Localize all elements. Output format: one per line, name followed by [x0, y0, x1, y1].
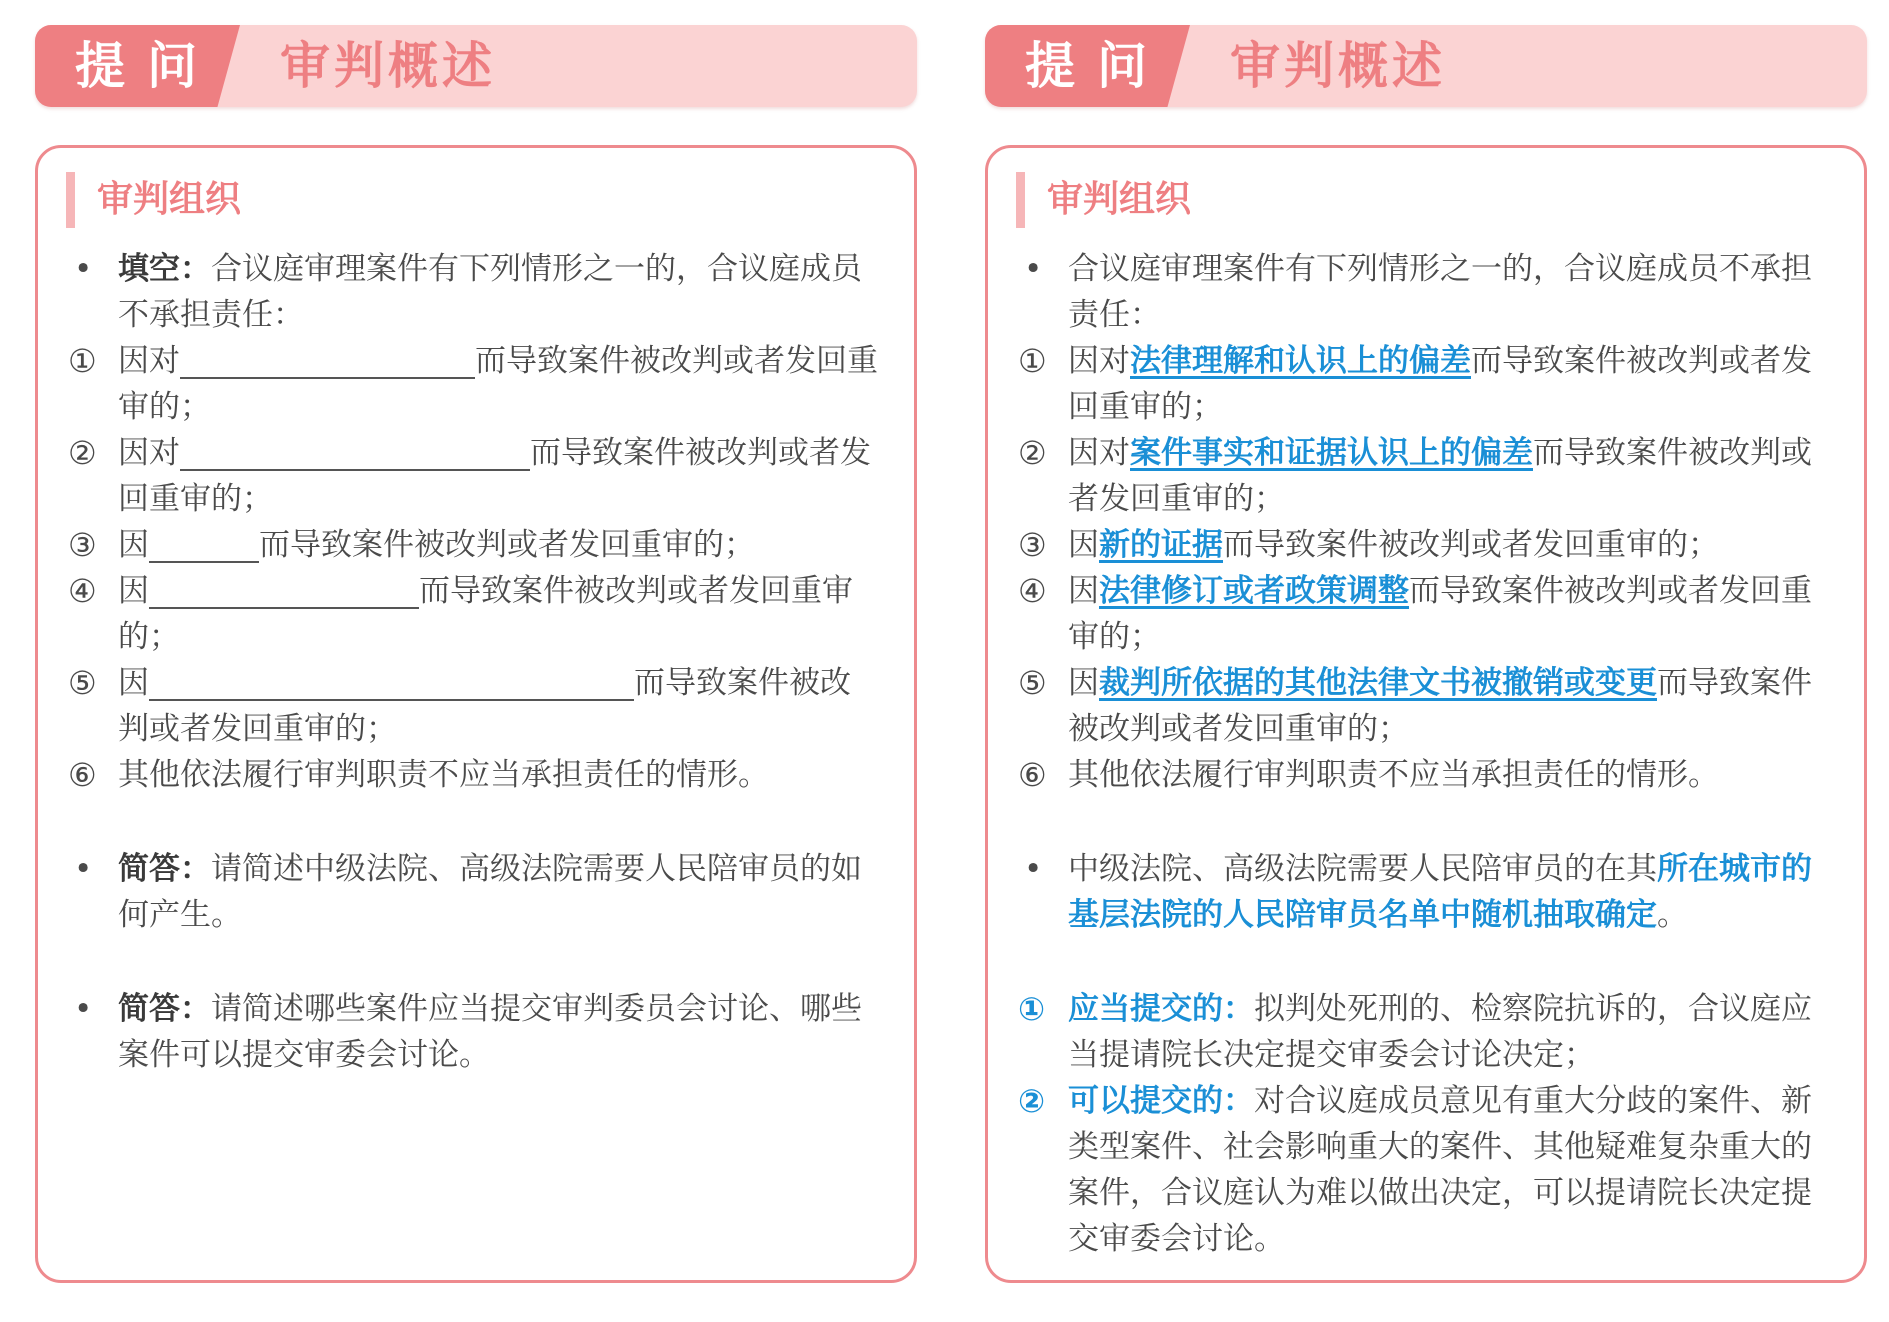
- item-suffix: 而导致案件被改判或者发回重审的；: [1068, 435, 1812, 517]
- list-item: [68, 430, 878, 522]
- list-item: [1018, 338, 1828, 430]
- answer-text: 对合议庭成员意见有重大分歧的案件、新类型案件、社会影响重大的案件、其他疑难复杂重大的案件，合议庭认为难以做出决定，可以提请院长决定提交审委会讨论。: [1068, 1083, 1812, 1257]
- item-suffix: 而导致案件被改判或者发回重审的；: [118, 435, 871, 517]
- item-prefix: 因: [118, 573, 149, 609]
- list-item: [1018, 752, 1828, 798]
- item-number: ②: [1018, 434, 1047, 472]
- section-title: 审判组织: [1016, 172, 1191, 228]
- bullet-icon: •: [74, 991, 93, 1027]
- list-item: [68, 986, 878, 1078]
- blank-field[interactable]: [180, 343, 475, 379]
- item-number: ⑥: [1018, 756, 1047, 794]
- list-item: [1018, 246, 1828, 338]
- answer-label: 可以提交的：: [1068, 1083, 1254, 1119]
- item-suffix: 而导致案件被改判或者发回重审的；: [118, 665, 851, 747]
- section-title: 审判组织: [66, 172, 241, 228]
- answer-text: 合议庭审理案件有下列情形之一的，合议庭成员不承担责任：: [1068, 251, 1812, 333]
- question-label: 简答：: [118, 991, 211, 1027]
- answer-box: [985, 145, 1867, 1283]
- answer-fill: 法律理解和认识上的偏差: [1130, 343, 1471, 379]
- bullet-icon: •: [1024, 851, 1043, 887]
- item-number: ①: [1018, 342, 1047, 380]
- question-box: [35, 145, 917, 1283]
- answer-fill: 新的证据: [1099, 527, 1223, 563]
- item-prefix: 因: [1068, 527, 1099, 563]
- item-prefix: 因: [1068, 665, 1099, 701]
- question-text: 合议庭审理案件有下列情形之一的，合议庭成员不承担责任：: [118, 251, 862, 333]
- item-prefix: 因对: [118, 435, 180, 471]
- header-banner: [985, 25, 1867, 107]
- list-item: [1018, 522, 1828, 568]
- item-suffix: 而导致案件被改判或者发回重审的；: [1223, 527, 1719, 563]
- item-number: ④: [1018, 572, 1047, 610]
- question-label: 填空：: [118, 251, 211, 287]
- answer-fill: 案件事实和证据认识上的偏差: [1130, 435, 1533, 471]
- blank-field[interactable]: [149, 573, 419, 609]
- list-item: [1018, 660, 1828, 752]
- list-item: [68, 522, 878, 568]
- item-suffix: 而导致案件被改判或者发回重审的；: [118, 573, 853, 655]
- blank-field[interactable]: [149, 527, 259, 563]
- header-title: 审判概述: [1230, 37, 1446, 95]
- question-content: [68, 246, 878, 1078]
- question-text: 请简述哪些案件应当提交审判委员会讨论、哪些案件可以提交审委会讨论。: [118, 991, 862, 1073]
- list-item: [1018, 846, 1828, 938]
- answer-text: 中级法院、高级法院需要人民陪审员的在其: [1068, 851, 1657, 887]
- blank-field[interactable]: [180, 435, 530, 471]
- item-number: ⑤: [1018, 664, 1047, 702]
- item-suffix: 而导致案件被改判或者发回重审的；: [1068, 665, 1812, 747]
- item-number: ③: [68, 526, 97, 564]
- item-prefix: 因: [1068, 573, 1099, 609]
- list-item: [68, 338, 878, 430]
- answer-end: 。: [1657, 897, 1688, 933]
- list-item: [68, 846, 878, 938]
- answer-fill: 裁判所依据的其他法律文书被撤销或变更: [1099, 665, 1657, 701]
- item-prefix: 因: [118, 527, 149, 563]
- bullet-icon: •: [1024, 251, 1043, 287]
- list-item: [68, 752, 878, 798]
- item-number: ①: [68, 342, 97, 380]
- list-item: [1018, 430, 1828, 522]
- item-number: ⑥: [68, 756, 97, 794]
- item-prefix: 因对: [118, 343, 180, 379]
- blank-field[interactable]: [149, 665, 634, 701]
- item-suffix: 而导致案件被改判或者发回重审的；: [1068, 573, 1812, 655]
- answer-fill: 法律修订或者政策调整: [1099, 573, 1409, 609]
- header-tag: 提问: [1025, 37, 1169, 95]
- header-title: 审判概述: [280, 37, 496, 95]
- item-number: ②: [1018, 1082, 1046, 1120]
- answer-content: [1018, 246, 1828, 1262]
- list-item: [1018, 1078, 1828, 1262]
- answer-label: 应当提交的：: [1068, 991, 1254, 1027]
- answer-highlight: 所在城市的基层法院的人民陪审员名单中随机抽取确定: [1068, 851, 1812, 933]
- item-number: ④: [68, 572, 97, 610]
- item-text: 其他依法履行审判职责不应当承担责任的情形。: [118, 757, 769, 793]
- item-suffix: 而导致案件被改判或者发回重审的；: [259, 527, 755, 563]
- item-suffix: 而导致案件被改判或者发回重审的；: [118, 343, 878, 425]
- list-item: [1018, 986, 1828, 1078]
- item-number: ①: [1018, 990, 1046, 1028]
- item-prefix: 因对: [1068, 343, 1130, 379]
- list-item: [1018, 568, 1828, 660]
- list-item: [68, 568, 878, 660]
- bullet-icon: •: [74, 851, 93, 887]
- bullet-icon: •: [74, 251, 93, 287]
- list-item: [68, 246, 878, 338]
- item-number: ②: [68, 434, 97, 472]
- question-label: 简答：: [118, 851, 211, 887]
- answer-text: 拟判处死刑的、检察院抗诉的，合议庭应当提请院长决定提交审委会讨论决定；: [1068, 991, 1812, 1073]
- item-text: 其他依法履行审判职责不应当承担责任的情形。: [1068, 757, 1719, 793]
- item-prefix: 因对: [1068, 435, 1130, 471]
- question-text: 请简述中级法院、高级法院需要人民陪审员的如何产生。: [118, 851, 862, 933]
- item-number: ⑤: [68, 664, 97, 702]
- header-banner: [35, 25, 917, 107]
- answer-panel: [985, 0, 1867, 1322]
- header-tag: 提问: [75, 37, 219, 95]
- item-number: ③: [1018, 526, 1047, 564]
- question-panel: [35, 0, 917, 1322]
- item-suffix: 而导致案件被改判或者发回重审的；: [1068, 343, 1812, 425]
- item-prefix: 因: [118, 665, 149, 701]
- list-item: [68, 660, 878, 752]
